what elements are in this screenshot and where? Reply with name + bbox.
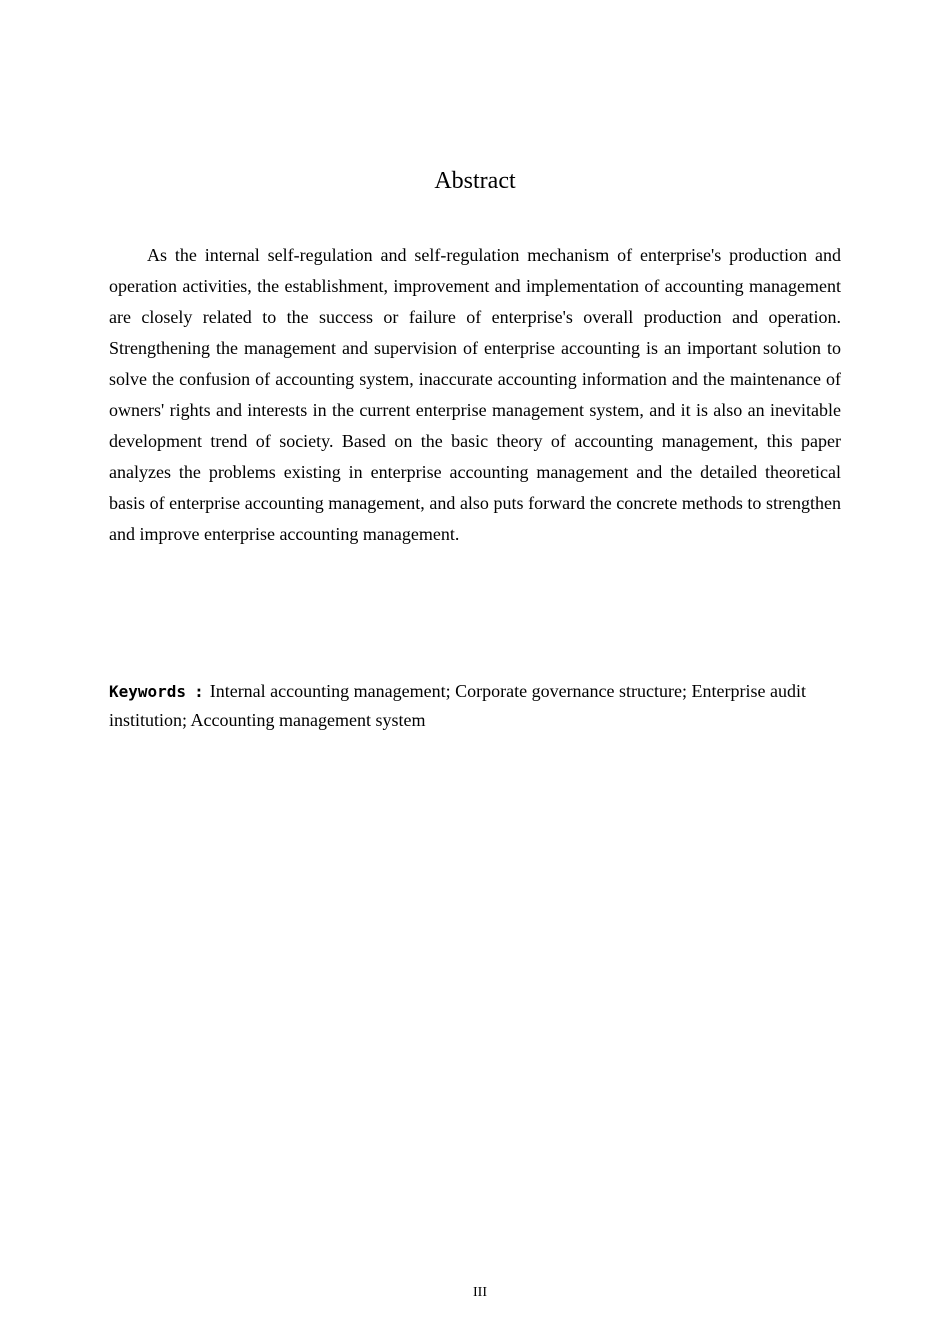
abstract-paragraph: As the internal self-regulation and self-regulation mechanism of enterprise's production and operation activities, the establishment, improvement and implementation of accounting management are closely related to the success or failure of enterprise's overall production and operation. Strengthening the management and supervision of enterprise accounting is an important solution to solve the confusion of accounting system, inaccurate accounting information and the maintenance of owners' rights and interests in the current enterprise management system, and it is also an inevitable development trend of society. Based on the basic theory of accounting management, this paper analyzes the problems existing in enterprise accounting management and the detailed theoretical basis of enterprise accounting management, and also puts forward the concrete methods to strengthen and improve enterprise accounting management.: [109, 245, 841, 544]
keywords-separator: :: [194, 682, 204, 701]
abstract-title: Abstract: [434, 168, 516, 194]
keywords-block: [109, 677, 841, 735]
page-number: III: [473, 1285, 487, 1300]
keywords-label: Keywords: [109, 682, 187, 701]
keywords-text: Internal accounting management; Corporate governance structure; Enterprise audit institution; Accounting management system: [109, 681, 806, 730]
